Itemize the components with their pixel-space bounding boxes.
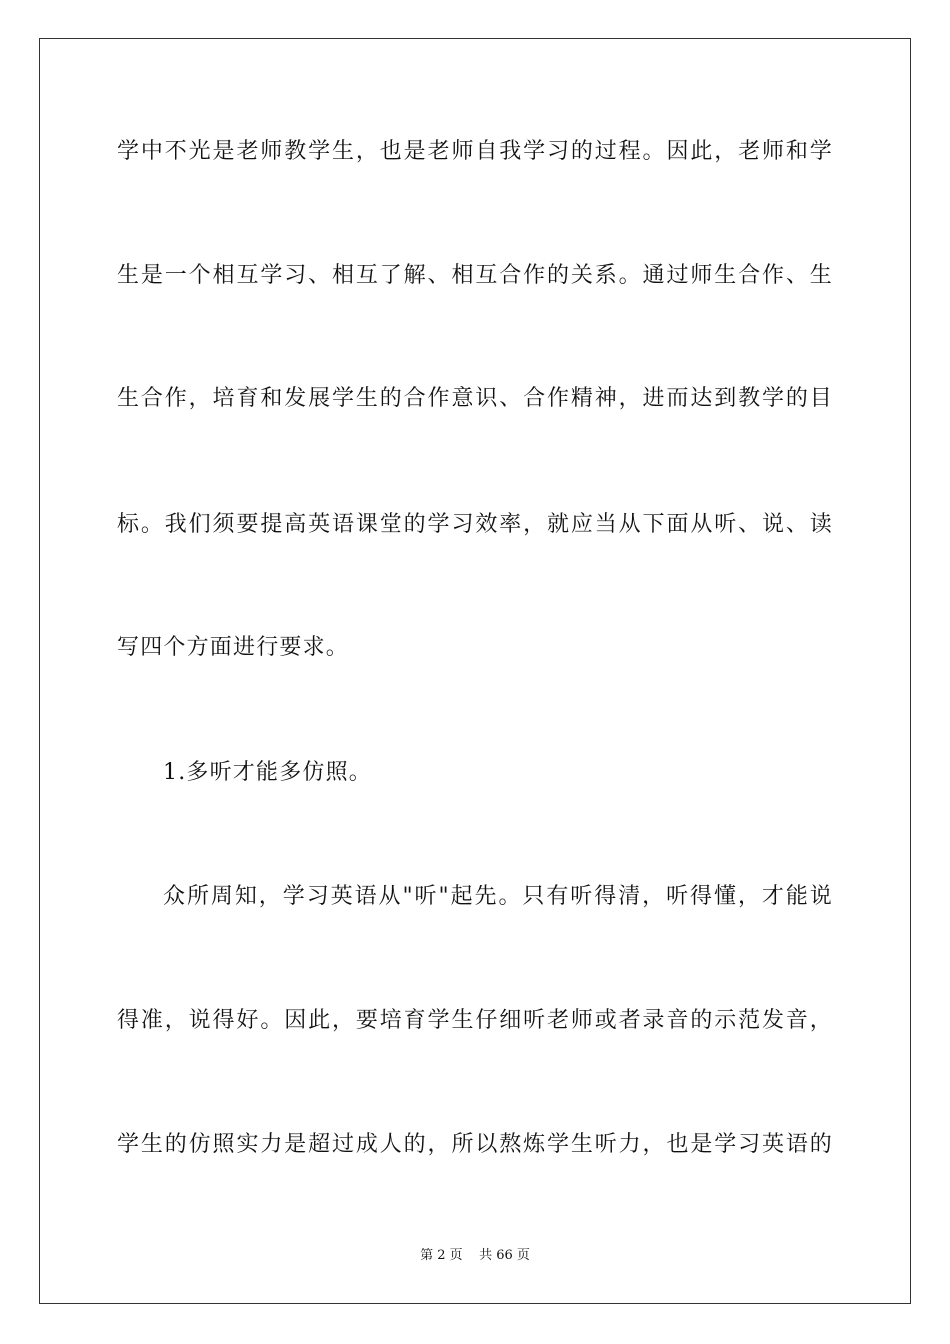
paragraph-line-7: 得准，说得好。因此，要培育学生仔细听老师或者录音的示范发音， (117, 1008, 833, 1033)
paragraph-line-3: 生合作，培育和发展学生的合作意识、合作精神，进而达到教学的目 (117, 386, 833, 411)
paragraph-line-8: 学生的仿照实力是超过成人的，所以熬炼学生听力，也是学习英语的 (117, 1132, 833, 1157)
paragraph-line-5: 写四个方面进行要求。 (117, 635, 350, 660)
paragraph-line-6: 众所周知，学习英语从"听"起先。只有听得清，听得懂，才能说 (163, 884, 833, 909)
page-number-footer: 第 2 页 共 66 页 (420, 1248, 530, 1263)
paragraph-line-4: 标。我们须要提高英语课堂的学习效率，就应当从下面从听、说、读 (117, 512, 833, 537)
section-heading: 1.多听才能多仿照。 (163, 760, 372, 785)
paragraph-line-1: 学中不光是老师教学生，也是老师自我学习的过程。因此，老师和学 (117, 139, 833, 164)
page-border (39, 38, 911, 1304)
paragraph-line-2: 生是一个相互学习、相互了解、相互合作的关系。通过师生合作、生 (117, 263, 833, 288)
